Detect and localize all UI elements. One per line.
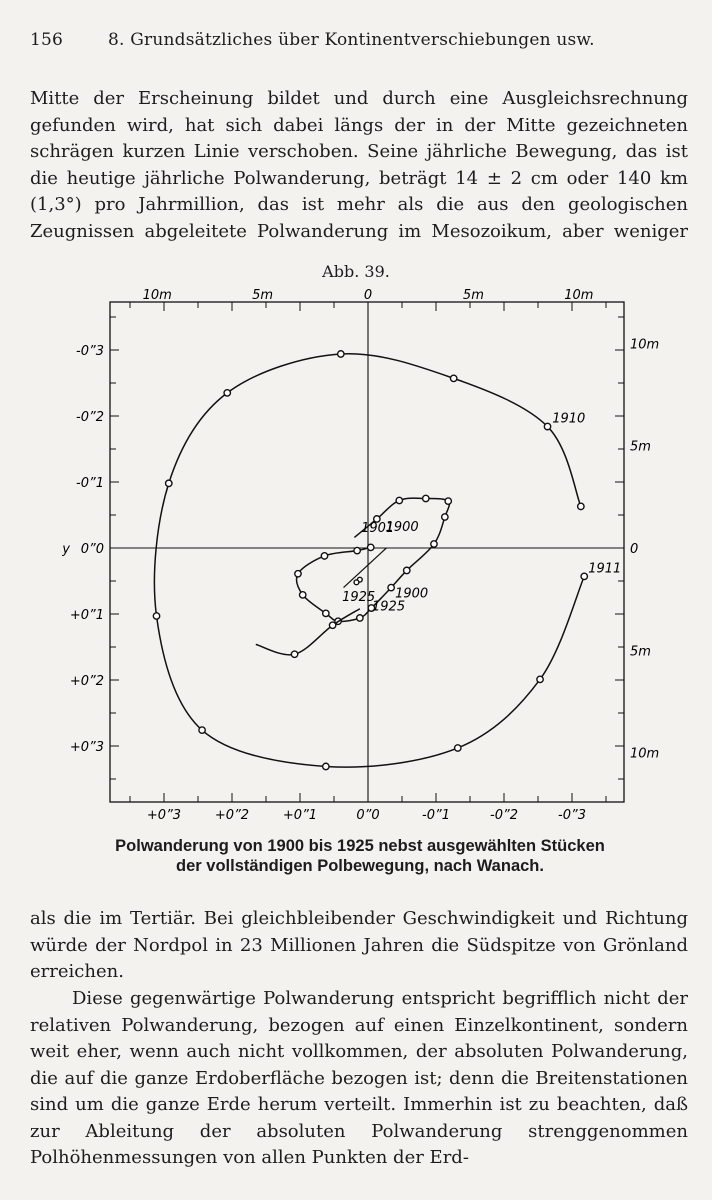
top-tick-label: 10m	[142, 288, 172, 303]
series-year-label: 1911	[588, 561, 622, 577]
bottom-tick-label: -0”2	[490, 808, 518, 823]
figure-caption	[40, 836, 680, 876]
page-number: 156	[30, 30, 64, 50]
data-point	[450, 375, 456, 381]
data-point	[166, 480, 172, 486]
series-year-label: 1925	[372, 599, 406, 615]
data-point	[323, 610, 329, 616]
top-tick-label: 5m	[462, 288, 484, 303]
series-year-label: 1901	[361, 521, 395, 537]
left-tick-label: -0”2	[76, 410, 104, 425]
data-point	[199, 727, 205, 733]
data-point	[578, 503, 584, 509]
bottom-tick-label: -0”3	[558, 808, 586, 823]
data-point	[300, 592, 306, 598]
paragraph-top: Mitte der Erscheinung bildet und durch eine Ausgleichsrechnung gefunden wird, hat sich dabei längs der in der Mitte gezeichneten schrägen kurzen Linie verschoben. Seine jährliche Bewegung, das ist die heutige jährliche Polwanderung, beträgt 14 ± 2 cm oder 140 km (1,3°) pro Jahrmillion, das ist mehr als die aus den geologischen Zeugnissen abgeleitete Polwanderung im Mesozoikum, aber weniger	[30, 88, 688, 242]
series-year-label: 1925	[342, 589, 376, 605]
paragraph-bottom: Diese gegenwärtige Polwanderung entspricht begrifflich nicht der relativen Polwanderung, bezogen auf einen Einzelkontinent, sondern weit eher, wenn auch nicht vollkommen, der absoluten Polwanderung, die auf die ganze Erdoberfläche bezogen ist; denn die Breitenstationen sind um die ganze Erde herum verteilt. Immerhin ist zu beachten, daß zur Ableitung der absoluten Polwanderung strenggenommen Polhöhenmessungen von allen Punkten der Erd-	[30, 988, 688, 1168]
data-point	[544, 423, 550, 429]
data-point	[537, 676, 543, 682]
data-point	[423, 495, 429, 501]
data-point	[388, 584, 394, 590]
bottom-tick-label: +0”3	[146, 808, 182, 823]
series-line	[154, 354, 584, 767]
data-point	[581, 573, 587, 579]
data-point	[368, 544, 374, 550]
right-tick-label: 10m	[630, 746, 660, 762]
left-tick-label: +0”1	[69, 608, 104, 623]
right-tick-label: 10m	[630, 337, 660, 353]
data-point	[323, 763, 329, 769]
left-tick-label: -0”3	[76, 344, 104, 359]
caption-line-1: Polwanderung von 1900 bis 1925 nebst ausgewählten Stücken	[115, 837, 605, 855]
data-point	[153, 613, 159, 619]
data-point	[396, 497, 402, 503]
data-point	[338, 351, 344, 357]
mean-pole-line	[344, 548, 387, 588]
y-axis-label: y	[62, 542, 70, 557]
top-tick-label: 10m	[564, 288, 594, 303]
right-tick-label: 0	[630, 542, 639, 557]
data-point	[354, 547, 360, 553]
bottom-tick-label: 0”0	[356, 808, 380, 823]
series-year-label: 1910	[552, 411, 586, 427]
data-point	[224, 390, 230, 396]
left-tick-label: -0”1	[76, 476, 104, 491]
series-year-label: 1900	[385, 519, 419, 535]
data-point	[431, 541, 437, 547]
left-tick-label: +0”2	[69, 674, 104, 689]
caption-line-2: der vollständigen Polbewegung, nach Wanach.	[176, 857, 544, 875]
running-title: 8. Grundsätzliches über Kontinentverschiebungen usw.	[108, 30, 595, 50]
figure-label: Abb. 39.	[322, 262, 390, 281]
series-year-label: 1900	[395, 586, 429, 602]
data-point	[295, 571, 301, 577]
bottom-tick-label: +0”2	[214, 808, 250, 823]
data-point	[442, 514, 448, 520]
series-line	[256, 609, 360, 655]
data-point	[357, 615, 363, 621]
data-point	[455, 745, 461, 751]
data-point	[321, 553, 327, 559]
left-tick-label: +0”3	[69, 740, 104, 755]
top-tick-label: 0	[363, 288, 373, 303]
data-point	[445, 498, 451, 504]
left-tick-label: 0”0	[80, 542, 104, 557]
right-tick-label: 5m	[630, 644, 651, 660]
bottom-tick-label: +0”1	[282, 808, 318, 823]
data-point	[404, 567, 410, 573]
data-point	[291, 651, 297, 657]
data-point	[329, 622, 335, 628]
plot-frame	[110, 302, 624, 802]
top-tick-label: 5m	[252, 288, 274, 303]
right-tick-label: 5m	[630, 439, 651, 455]
mean-pole-point	[354, 580, 359, 585]
paragraph-after-figure: als die im Tertiär. Bei gleichbleibender Geschwindigkeit und Richtung würde der Nordpol in 23 Millionen Jahren die Südspitze von Grönland erreichen.	[30, 908, 688, 982]
bottom-tick-label: -0”1	[422, 808, 450, 823]
